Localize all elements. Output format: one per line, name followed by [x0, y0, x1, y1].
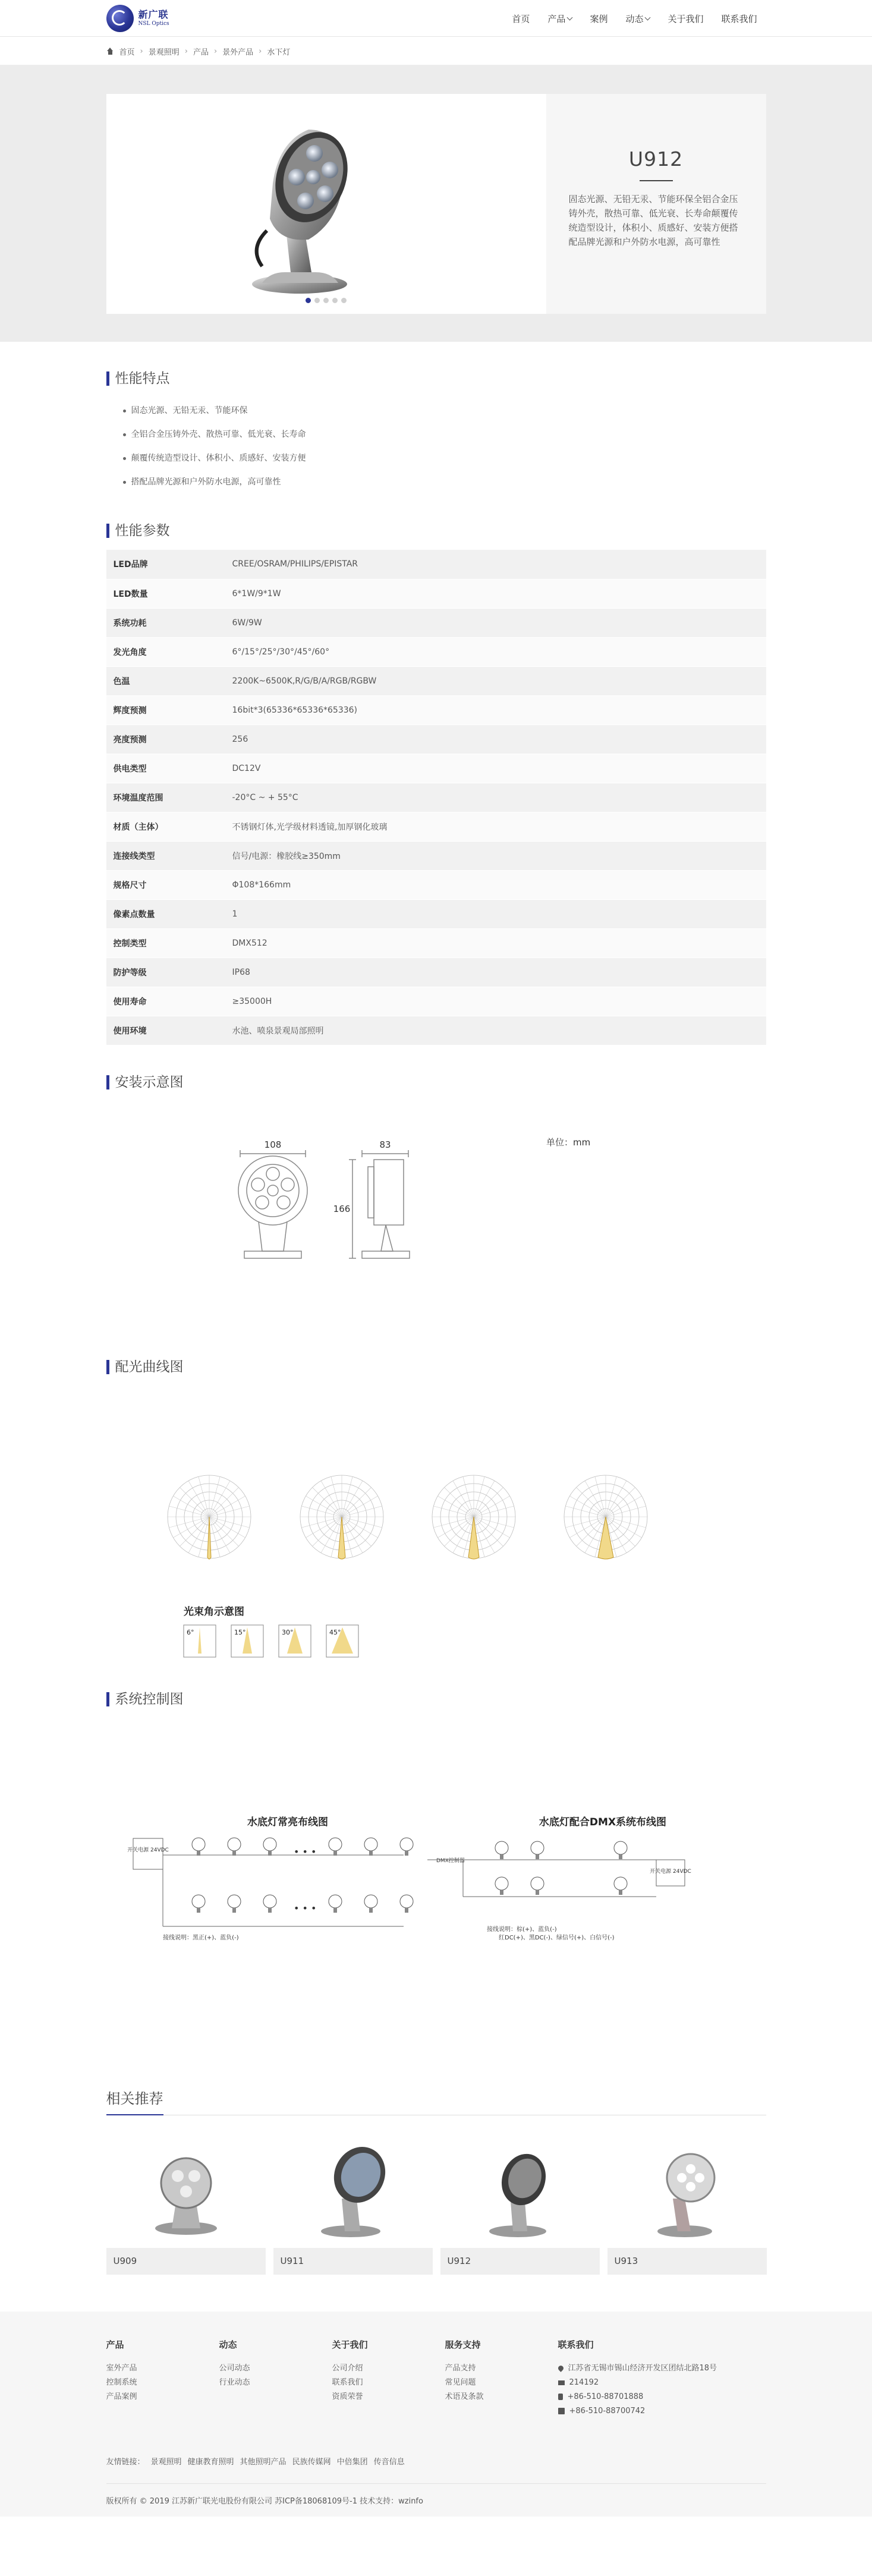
lamp-icon [614, 1877, 627, 1890]
polar-curves [106, 1374, 766, 1692]
carousel-dots [106, 298, 546, 303]
wiring-drawing [106, 1706, 766, 2087]
carousel-dot[interactable] [306, 298, 311, 303]
params-table [106, 550, 766, 1045]
table-row [106, 725, 766, 754]
lamp-icon [228, 1838, 241, 1851]
lamp-stand [369, 1851, 373, 1856]
related-card[interactable] [273, 2133, 433, 2275]
related-image [273, 2133, 433, 2248]
copyright [106, 2483, 766, 2517]
nav-cases[interactable] [581, 12, 616, 25]
footer-link[interactable]: 资质荣誉 [332, 2392, 363, 2401]
breadcrumb-outdoor[interactable]: 景外产品 [222, 48, 254, 57]
site-footer [0, 2312, 872, 2517]
lamp-icon [329, 1838, 342, 1851]
lamp-icon [495, 1877, 508, 1890]
footer-col-products [106, 2338, 219, 2418]
phone-icon [558, 2394, 563, 2400]
breadcrumb-products[interactable]: 产品 [193, 48, 209, 57]
param-value: 256 [232, 725, 766, 754]
unit-label: 单位：mm [546, 1136, 590, 1148]
lamp-stand [369, 1908, 373, 1913]
table-row [106, 870, 766, 899]
lamp-icon [531, 1877, 544, 1890]
lamp-stand [536, 1854, 539, 1859]
lamp-icon [192, 1838, 205, 1851]
friend-link[interactable]: 健康教育照明 [187, 2457, 234, 2467]
chevron-down-icon [567, 14, 573, 20]
lamp-stand [232, 1851, 236, 1856]
lamp-stand [536, 1890, 539, 1895]
section-title: 性能特点 [106, 371, 766, 386]
dim-height-label: 166 [333, 1203, 350, 1214]
lamp-icon [263, 1895, 276, 1908]
param-value: 不锈钢灯体,光学级材料透镜,加厚钢化玻璃 [232, 812, 766, 841]
lamp-stand [268, 1851, 272, 1856]
param-key: 系统功耗 [106, 608, 232, 637]
lamp-icon [329, 1895, 342, 1908]
product-title: U912 [628, 147, 684, 171]
product-image-carousel[interactable] [106, 94, 546, 314]
install-drawing [106, 1089, 766, 1360]
table-row [106, 783, 766, 812]
breadcrumb-separator: › [184, 46, 188, 56]
footer-link[interactable]: 产品案例 [106, 2392, 137, 2401]
table-row [106, 841, 766, 870]
list-item: 全铝合金压铸外壳、散热可靠、低光衰、长寿命 [123, 423, 766, 446]
breadcrumb-separator: › [259, 46, 262, 56]
beam-angle-label: 45° [329, 1628, 341, 1636]
carousel-dot[interactable] [323, 298, 329, 303]
logo-name: 新广联 [138, 9, 169, 20]
polar-chart [564, 1475, 647, 1559]
breadcrumb-landscape[interactable]: 景观照明 [148, 48, 180, 57]
param-value: Φ108*166mm [232, 870, 766, 899]
breadcrumb-current: 水下灯 [267, 48, 291, 57]
breadcrumb-separator: › [213, 46, 218, 56]
polar-chart [432, 1475, 515, 1559]
footer-link[interactable]: 室外产品 [106, 2363, 137, 2373]
param-value: 6°/15°/25°/30°/45°/60° [232, 637, 766, 666]
dim-width-label: 108 [264, 1139, 281, 1150]
param-key: 环境温度范围 [106, 783, 232, 812]
nav-cases-label: 案例 [590, 13, 608, 24]
param-value: -20°C ~ + 55°C [232, 783, 766, 812]
location-icon [557, 2364, 565, 2372]
friend-link[interactable]: 景观照明 [150, 2457, 182, 2467]
param-key: 像素点数量 [106, 899, 232, 928]
lamp-icon [531, 1841, 544, 1854]
contact-zip: 214192 [569, 2377, 599, 2387]
params-section [106, 524, 766, 1045]
table-row [106, 928, 766, 958]
table-row [106, 637, 766, 666]
site-header [0, 0, 872, 37]
nav-products[interactable] [539, 12, 581, 25]
left-diagram-title: 水底灯常亮布线图 [247, 1816, 328, 1828]
footer-heading: 产品 [106, 2339, 124, 2350]
param-key: 供电类型 [106, 754, 232, 783]
param-key: 连接线类型 [106, 841, 232, 870]
table-row [106, 666, 766, 695]
footer-col-contact [558, 2338, 736, 2418]
param-key: 防护等级 [106, 958, 232, 987]
lamp-stand [500, 1854, 503, 1859]
section-title: 配光曲线图 [106, 1360, 766, 1374]
lamp-stand [619, 1854, 622, 1859]
curve-section [106, 1360, 766, 1692]
nav-about[interactable] [659, 12, 712, 25]
lamp-icon [495, 1841, 508, 1854]
lamp-stand [197, 1851, 200, 1856]
param-value: 6*1W/9*1W [232, 579, 766, 608]
friend-link[interactable]: 传音信息 [373, 2457, 405, 2467]
param-value: 16bit*3(65336*65336*65336) [232, 695, 766, 725]
lamp-stand [405, 1908, 408, 1913]
section-title: 系统控制图 [106, 1692, 766, 1706]
beam-angle-title: 光束角示意图 [183, 1605, 244, 1618]
contact-address: 江苏省无锡市锡山经济开发区团结北路18号 [568, 2363, 717, 2373]
lamp-stand [333, 1908, 337, 1913]
friend-links-label: 友情链接： [106, 2457, 145, 2467]
polar-chart [300, 1475, 383, 1559]
lamp-stand [268, 1908, 272, 1913]
footer-heading: 联系我们 [558, 2339, 594, 2350]
chevron-down-icon [645, 14, 651, 20]
param-value: 信号/电源：橡胶线≥350mm [232, 841, 766, 870]
related-name: U912 [440, 2248, 600, 2275]
param-key: 控制类型 [106, 928, 232, 958]
product-summary [546, 94, 766, 314]
footer-link[interactable]: 公司动态 [219, 2363, 250, 2373]
list-item: 颠覆传统造型设计、体积小、质感好、安装方便 [123, 446, 766, 470]
right-wiring-note-2: 红DC(+)、黑DC(-)、绿信号(+)、白信号(-) [498, 1934, 615, 1941]
lamp-stand [500, 1890, 503, 1895]
right-wiring-note: 接线说明：棕(+)、蓝负(-) [486, 1926, 557, 1933]
param-value: 1 [232, 899, 766, 928]
param-value: DMX512 [232, 928, 766, 958]
table-row [106, 899, 766, 928]
param-key: 规格尺寸 [106, 870, 232, 899]
left-wiring-note: 接线说明：黑正(+)、蓝负(-) [162, 1934, 239, 1941]
nav-products-label: 产品 [547, 13, 566, 24]
table-row [106, 958, 766, 987]
footer-link[interactable]: 产品支持 [445, 2363, 476, 2373]
friend-link[interactable]: 中倍集团 [336, 2457, 368, 2467]
table-row [106, 608, 766, 637]
ellipsis-marker: • • • [293, 1902, 316, 1914]
nav-news[interactable] [616, 12, 659, 25]
site-logo[interactable] [106, 5, 169, 32]
lamp-icon [400, 1895, 413, 1908]
nav-about-label: 关于我们 [668, 13, 704, 24]
param-key: 材质（主体） [106, 812, 232, 841]
lamp-icon [263, 1838, 276, 1851]
footer-link[interactable]: 联系我们 [332, 2377, 363, 2387]
footer-link[interactable]: 控制系统 [106, 2377, 137, 2387]
param-key: 使用环境 [106, 1016, 232, 1045]
param-key: 使用寿命 [106, 987, 232, 1016]
table-row [106, 754, 766, 783]
related-title: 相关推荐 [106, 2087, 766, 2115]
main-nav [503, 12, 766, 25]
lamp-stand [197, 1908, 200, 1913]
breadcrumb-home[interactable]: 首页 [119, 48, 135, 57]
related-image [607, 2133, 767, 2248]
related-card[interactable] [440, 2133, 600, 2275]
related-image [106, 2133, 266, 2248]
lamp-stand [405, 1851, 408, 1856]
left-power-label: 开关电源 24VDC [127, 1847, 169, 1853]
lamp-icon [400, 1838, 413, 1851]
lamp-icon [364, 1895, 377, 1908]
home-icon [106, 48, 114, 55]
mail-icon [558, 2380, 565, 2385]
param-value: IP68 [232, 958, 766, 987]
carousel-dot[interactable] [332, 298, 338, 303]
param-value: 2200K~6500K,R/G/B/A/RGB/RGBW [232, 666, 766, 695]
lamp-icon [192, 1895, 205, 1908]
fax-icon [558, 2408, 565, 2414]
footer-heading: 动态 [219, 2339, 237, 2350]
product-description: 固态光源、无铅无汞、节能环保全铝合金压铸外壳，散热可靠、低光衰、长寿命颠覆传统造型设计，体积小、质感好、安装方便搭配品牌光源和户外防水电源，高可靠性 [568, 194, 738, 247]
footer-col-about [332, 2338, 445, 2418]
footer-link[interactable]: 公司介绍 [332, 2363, 363, 2373]
beam-angle-label: 30° [281, 1628, 293, 1636]
nav-news-label: 动态 [625, 13, 644, 24]
dim-depth-label: 83 [379, 1139, 391, 1150]
param-key: LED品牌 [106, 550, 232, 579]
param-value: CREE/OSRAM/PHILIPS/EPISTAR [232, 550, 766, 579]
footer-link[interactable]: 术语及条款 [445, 2392, 484, 2401]
table-row [106, 987, 766, 1016]
light-distribution-figure [106, 1374, 766, 1692]
related-name: U909 [106, 2248, 266, 2275]
system-section [106, 1692, 766, 2087]
wiring-diagram [106, 1706, 766, 2087]
param-key: LED数量 [106, 579, 232, 608]
param-key: 辉度预测 [106, 695, 232, 725]
install-section [106, 1075, 766, 1360]
related-name: U911 [273, 2248, 433, 2275]
table-row [106, 1016, 766, 1045]
table-row [106, 695, 766, 725]
beam-angle-label: 15° [234, 1628, 245, 1636]
related-card[interactable] [607, 2133, 767, 2275]
param-key: 亮度预测 [106, 725, 232, 754]
contact-phone: +86-510-88701888 [567, 2392, 644, 2401]
nav-contact[interactable] [712, 12, 766, 25]
lamp-stand [333, 1851, 337, 1856]
table-row [106, 812, 766, 841]
param-key: 色温 [106, 666, 232, 695]
friend-link[interactable]: 民族传媒网 [292, 2457, 331, 2467]
product-hero [0, 65, 872, 342]
carousel-dot[interactable] [314, 298, 320, 303]
lamp-stand [232, 1908, 236, 1913]
list-item: 搭配品牌光源和户外防水电源，高可靠性 [123, 470, 766, 494]
dmx-controller-label: DMX控制器 [436, 1857, 465, 1864]
param-value: 6W/9W [232, 608, 766, 637]
nav-home[interactable] [503, 12, 539, 25]
lamp-icon [614, 1841, 627, 1854]
feature-list [106, 399, 766, 494]
section-title: 安装示意图 [106, 1075, 766, 1089]
footer-heading: 关于我们 [332, 2339, 368, 2350]
contact-fax: +86-510-88700742 [569, 2406, 646, 2416]
related-section [106, 2087, 766, 2275]
friend-links [106, 2455, 766, 2483]
features-section [106, 371, 766, 494]
footer-link[interactable]: 常见问题 [445, 2377, 476, 2387]
footer-col-support [445, 2338, 558, 2418]
breadcrumb-bar [0, 37, 872, 65]
footer-link[interactable]: 行业动态 [219, 2377, 250, 2387]
install-diagram [106, 1089, 766, 1360]
logo-subtitle: NSL Optics [138, 21, 169, 27]
polar-chart [168, 1475, 251, 1559]
param-key: 发光角度 [106, 637, 232, 666]
nav-home-label: 首页 [512, 13, 530, 24]
right-diagram-title: 水底灯配合DMX系统布线图 [539, 1816, 666, 1828]
copyright-text: 版权所有 © 2019 江苏新广联光电股份有限公司 苏ICP备18068109号-1 技术支持：wzinfo [106, 2496, 423, 2506]
footer-heading: 服务支持 [445, 2339, 481, 2350]
product-photo [106, 94, 546, 314]
right-power-label: 开关电源 24VDC [649, 1868, 691, 1875]
related-grid [106, 2133, 766, 2275]
title-divider [640, 180, 673, 181]
lamp-icon [228, 1895, 241, 1908]
section-title: 性能参数 [106, 524, 766, 538]
friend-link[interactable]: 其他照明产品 [240, 2457, 287, 2467]
param-value: 水池、喷泉景观局部照明 [232, 1016, 766, 1045]
lamp-icon [364, 1838, 377, 1851]
table-row [106, 579, 766, 608]
param-value: DC12V [232, 754, 766, 783]
footer-col-news [219, 2338, 332, 2418]
breadcrumb-separator: › [140, 46, 143, 56]
lamp-stand [619, 1890, 622, 1895]
param-value: ≥35000H [232, 987, 766, 1016]
nav-contact-label: 联系我们 [721, 13, 757, 24]
logo-icon [106, 5, 134, 32]
breadcrumb [106, 37, 766, 65]
related-card[interactable] [106, 2133, 266, 2275]
beam-angle-label: 6° [186, 1628, 194, 1636]
related-image [440, 2133, 600, 2248]
carousel-dot[interactable] [341, 298, 347, 303]
table-row [106, 550, 766, 579]
list-item: 固态光源、无铅无汞、节能环保 [123, 399, 766, 423]
ellipsis-marker: • • • [293, 1846, 316, 1857]
related-name: U913 [607, 2248, 767, 2275]
